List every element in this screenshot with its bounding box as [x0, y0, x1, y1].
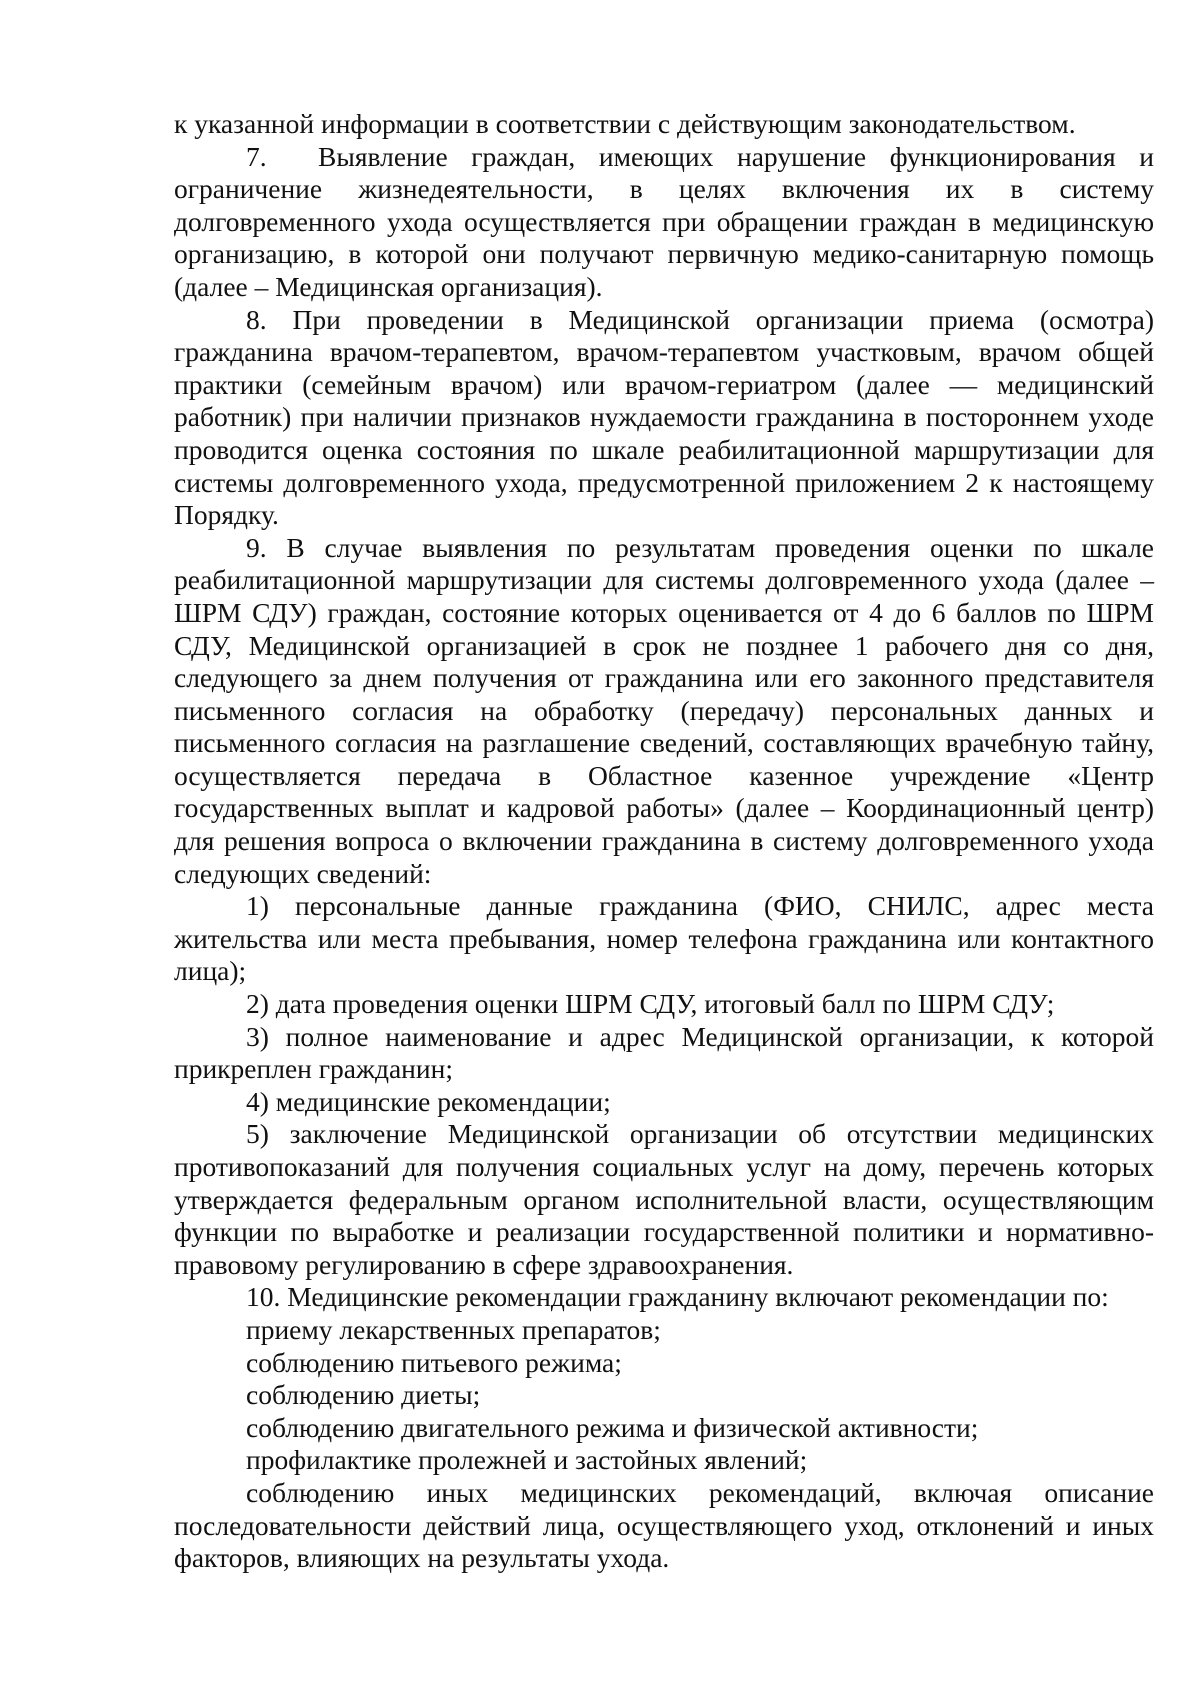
item-9-subitem-5: 5) заключение Медицинской организации об отсутствии медицинских противопоказаний для получения социальных услуг на дому, перечень которых утверждается федеральным органом исполнительной власти, осуществляющим функции по выработке и реализации государственной политики и нормативно-правовому регулированию в сфере здравоохранения. — [174, 1118, 1154, 1280]
item-10-list-item: соблюдению двигательного режима и физической активности; — [246, 1411, 979, 1443]
item-10-list-item: соблюдению питьевого режима; — [246, 1346, 622, 1378]
item-10-last-paragraph: соблюдению иных медицинских рекомендаций, включая описание последовательности действий лица, осуществляющего уход, отклонений и иных факторов, влияющих на результаты ухода. — [174, 1476, 1154, 1574]
item-10-list-item: приему лекарственных препаратов; — [246, 1313, 661, 1345]
item-10-list-item: профилактике пролежней и застойных явлений; — [246, 1444, 808, 1476]
item-9-subitem-4: 4) медицинские рекомендации; — [246, 1085, 611, 1117]
item-9-paragraph: 9. В случае выявления по результатам проведения оценки по шкале реабилитационной маршрутизации для системы долговременного ухода (далее – ШРМ СДУ) граждан, состояние которых оценивается от 4 до 6 баллов по ШРМ СДУ, Медицинской организацией в срок не позднее 1 рабочего дня со дня, следующего за днем получения от гражданина или его законного представителя письменного согласия на обработку (передачу) персональных данных и письменного согласия на разглашение сведений, составляющих врачебную тайну, осуществляется передача в Областное казенное учреждение «Центр государственных выплат и кадровой работы» (далее – Координационный центр) для решения вопроса о включении гражданина в систему долговременного ухода следующих сведений: — [174, 531, 1154, 889]
item-7-number: 7. — [246, 140, 267, 172]
item-7-text: Выявление граждан, имеющих нарушение функционирования и ограничение жизнедеятельности, в целях включения их в систему долговременного ухода осуществляется при обращении граждан в медицинскую организацию, в которой они получают первичную медико-санитарную помощь (далее – Медицинская организация). — [174, 140, 1154, 302]
item-10-paragraph: 10. Медицинские рекомендации гражданину включают рекомендации по: — [246, 1281, 1109, 1313]
item-9-subitem-2: 2) дата проведения оценки ШРМ СДУ, итоговый балл по ШРМ СДУ; — [246, 988, 1055, 1020]
document-page — [174, 108, 1154, 1575]
item-10-list-item: соблюдению диеты; — [246, 1379, 481, 1411]
item-7-paragraph — [174, 141, 1154, 304]
item-9-subitem-3: 3) полное наименование и адрес Медицинской организации, к которой прикреплен гражданин; — [174, 1020, 1154, 1085]
lead-in-paragraph: к указанной информации в соответствии с действующим законодательством. — [174, 108, 1076, 139]
item-8-paragraph: 8. При проведении в Медицинской организации приема (осмотра) гражданина врачом-терапевтом, врачом-терапевтом участковым, врачом общей практики (семейным врачом) или врачом-гериатром (далее — медицинский работник) при наличии признаков нуждаемости гражданина в постороннем уходе проводится оценка состояния по шкале реабилитационной маршрутизации для системы долговременного ухода, предусмотренной приложением 2 к настоящему Порядку. — [174, 303, 1154, 531]
item-9-subitem-1: 1) персональные данные гражданина (ФИО, СНИЛС, адрес места жительства или места пребывания, номер телефона гражданина или контактного лица); — [174, 890, 1154, 987]
